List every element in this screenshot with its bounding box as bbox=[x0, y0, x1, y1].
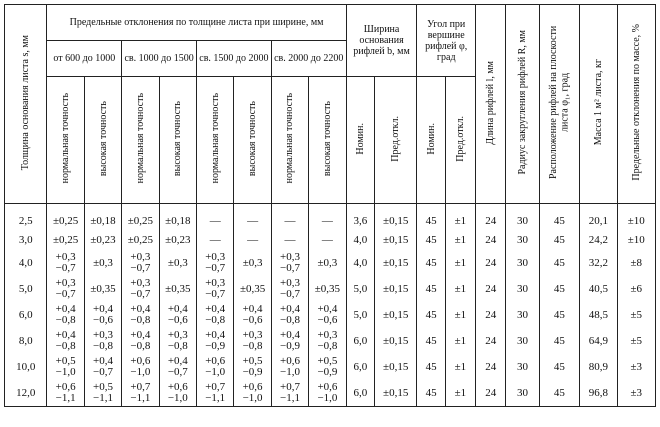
cell-position: 45 bbox=[539, 212, 579, 231]
cell-deviation bbox=[234, 328, 271, 354]
deviation-value: +0,4 bbox=[93, 303, 113, 315]
deviation-value: −1,0 bbox=[279, 366, 300, 378]
deviation-value: −0,6 bbox=[317, 314, 338, 326]
cell-rib-length: 24 bbox=[476, 328, 506, 354]
cell-thickness: 2,5 bbox=[5, 212, 47, 231]
cell-rib-width-tolerance: ±0,15 bbox=[374, 302, 416, 328]
cell-deviation bbox=[47, 276, 84, 302]
deviation-value: — bbox=[247, 215, 259, 227]
deviation-value: −0,9 bbox=[205, 340, 226, 352]
deviation-value: −0,7 bbox=[55, 288, 76, 300]
cell-deviation bbox=[309, 276, 347, 302]
cell-deviation bbox=[84, 250, 121, 276]
deviation-value: +0,4 bbox=[205, 303, 226, 315]
deviation-value: +0,6 bbox=[242, 381, 263, 393]
cell-angle-nominal: 45 bbox=[417, 250, 445, 276]
deviation-value: +0,3 bbox=[205, 277, 226, 289]
cell-deviation bbox=[234, 354, 271, 380]
cell-rib-width-tolerance: ±0,15 bbox=[374, 276, 416, 302]
deviation-value: −0,7 bbox=[279, 288, 300, 300]
cell-deviation bbox=[271, 212, 308, 231]
cell-deviation bbox=[122, 302, 159, 328]
cell-radius: 30 bbox=[506, 276, 539, 302]
cell-angle-nominal: 45 bbox=[417, 231, 445, 250]
cell-deviation bbox=[234, 302, 271, 328]
table-row bbox=[5, 380, 656, 407]
cell-rib-length: 24 bbox=[476, 354, 506, 380]
deviation-value: +0,5 bbox=[93, 381, 113, 393]
cell-rib-length: 24 bbox=[476, 231, 506, 250]
cell-mass-deviation: ±6 bbox=[617, 276, 655, 302]
header-rib-width-tolerance: Пред.откл. bbox=[374, 77, 416, 204]
cell-mass-deviation: ±10 bbox=[617, 231, 655, 250]
deviation-value: +0,6 bbox=[55, 381, 76, 393]
cell-thickness: 12,0 bbox=[5, 380, 47, 407]
cell-mass-deviation: ±10 bbox=[617, 212, 655, 231]
cell-mass-deviation: ±3 bbox=[617, 380, 655, 407]
deviation-value: +0,5 bbox=[242, 355, 263, 367]
deviation-value: — bbox=[321, 215, 333, 227]
header-mass-deviation: Предельные отклонения по массе, % bbox=[617, 5, 655, 204]
deviation-value: +0,4 bbox=[317, 303, 338, 315]
cell-deviation bbox=[309, 212, 347, 231]
cell-deviation bbox=[197, 250, 234, 276]
cell-mass-deviation: ±5 bbox=[617, 302, 655, 328]
deviation-value: — bbox=[247, 234, 259, 246]
cell-angle-tolerance: ±1 bbox=[445, 276, 475, 302]
header-thickness-deviation: Предельные отклонения по толщине листа при ширине, мм bbox=[47, 5, 346, 41]
cell-deviation bbox=[271, 231, 308, 250]
cell-radius: 30 bbox=[506, 250, 539, 276]
cell-rib-width-tolerance: ±0,15 bbox=[374, 212, 416, 231]
deviation-value: −0,8 bbox=[242, 340, 263, 352]
cell-deviation bbox=[197, 328, 234, 354]
deviation-value: ±0,35 bbox=[90, 282, 116, 295]
table-row bbox=[5, 328, 656, 354]
header-width-3: св. 1500 до 2000 bbox=[197, 41, 272, 77]
cell-deviation bbox=[47, 250, 84, 276]
table-row bbox=[5, 354, 656, 380]
cell-deviation bbox=[47, 212, 84, 231]
deviation-value: −0,6 bbox=[167, 314, 188, 326]
deviation-value: +0,4 bbox=[279, 329, 300, 341]
cell-angle-nominal: 45 bbox=[417, 380, 445, 407]
cell-position: 45 bbox=[539, 302, 579, 328]
cell-angle-nominal: 45 bbox=[417, 302, 445, 328]
deviation-value: +0,5 bbox=[317, 355, 338, 367]
cell-deviation bbox=[122, 250, 159, 276]
deviation-value: −0,8 bbox=[93, 340, 113, 352]
cell-deviation bbox=[234, 380, 271, 407]
deviation-value: +0,6 bbox=[317, 381, 338, 393]
deviation-value: −1,0 bbox=[317, 392, 338, 404]
cell-mass: 48,5 bbox=[580, 302, 617, 328]
deviation-value: +0,6 bbox=[167, 381, 188, 393]
deviation-value: +0,6 bbox=[205, 355, 226, 367]
cell-mass-deviation: ±3 bbox=[617, 354, 655, 380]
cell-position: 45 bbox=[539, 354, 579, 380]
header-width-2: св. 1000 до 1500 bbox=[122, 41, 197, 77]
deviation-value: +0,3 bbox=[130, 251, 151, 263]
header-normal-4: нормальная точность bbox=[271, 77, 308, 204]
deviation-value: −0,6 bbox=[242, 314, 263, 326]
cell-thickness: 8,0 bbox=[5, 328, 47, 354]
cell-deviation bbox=[122, 276, 159, 302]
deviation-value: ±0,18 bbox=[165, 215, 191, 227]
deviation-value: −0,9 bbox=[317, 366, 338, 378]
cell-deviation bbox=[271, 276, 308, 302]
cell-mass: 64,9 bbox=[580, 328, 617, 354]
cell-position: 45 bbox=[539, 276, 579, 302]
cell-position: 45 bbox=[539, 380, 579, 407]
deviation-value: ±0,23 bbox=[90, 234, 116, 246]
deviation-value: ±0,25 bbox=[127, 234, 154, 246]
cell-rib-width-nominal: 4,0 bbox=[346, 250, 374, 276]
deviation-value: −1,0 bbox=[167, 392, 188, 404]
deviation-value: +0,4 bbox=[205, 329, 226, 341]
cell-deviation bbox=[309, 231, 347, 250]
cell-mass: 20,1 bbox=[580, 212, 617, 231]
table-row bbox=[5, 212, 656, 231]
deviation-value: +0,4 bbox=[55, 303, 76, 315]
cell-mass-deviation: ±5 bbox=[617, 328, 655, 354]
cell-mass: 40,5 bbox=[580, 276, 617, 302]
cell-radius: 30 bbox=[506, 354, 539, 380]
deviation-value: −0,7 bbox=[279, 262, 300, 274]
deviation-value: −0,7 bbox=[93, 366, 113, 378]
deviation-value: +0,4 bbox=[279, 303, 300, 315]
cell-deviation bbox=[159, 250, 196, 276]
deviation-value: — bbox=[209, 234, 221, 246]
cell-rib-width-tolerance: ±0,15 bbox=[374, 231, 416, 250]
cell-deviation bbox=[197, 302, 234, 328]
header-normal-1: нормальная точность bbox=[47, 77, 84, 204]
deviation-value: +0,3 bbox=[93, 329, 113, 341]
cell-deviation bbox=[159, 276, 196, 302]
cell-deviation bbox=[159, 231, 196, 250]
cell-deviation bbox=[197, 212, 234, 231]
cell-rib-width-nominal: 4,0 bbox=[346, 231, 374, 250]
table-row bbox=[5, 276, 656, 302]
cell-deviation bbox=[271, 328, 308, 354]
deviation-value: −0,8 bbox=[130, 340, 151, 352]
cell-angle-tolerance: ±1 bbox=[445, 302, 475, 328]
cell-deviation bbox=[84, 212, 121, 231]
header-width-4: св. 2000 до 2200 bbox=[271, 41, 346, 77]
cell-deviation bbox=[271, 302, 308, 328]
deviation-value: — bbox=[209, 215, 221, 227]
cell-deviation bbox=[47, 328, 84, 354]
deviation-value: −0,8 bbox=[55, 340, 76, 352]
cell-radius: 30 bbox=[506, 231, 539, 250]
cell-deviation bbox=[122, 354, 159, 380]
header-high-4: высокая точность bbox=[309, 77, 347, 204]
cell-rib-width-tolerance: ±0,15 bbox=[374, 328, 416, 354]
cell-deviation bbox=[84, 380, 121, 407]
cell-rib-width-nominal: 3,6 bbox=[346, 212, 374, 231]
cell-angle-tolerance: ±1 bbox=[445, 212, 475, 231]
deviation-value: −0,8 bbox=[55, 314, 76, 326]
cell-thickness: 5,0 bbox=[5, 276, 47, 302]
header-rib-length: Длина рифлей l, мм bbox=[476, 5, 506, 204]
cell-deviation bbox=[309, 354, 347, 380]
deviation-value: +0,5 bbox=[55, 355, 76, 367]
cell-mass: 80,9 bbox=[580, 354, 617, 380]
header-rib-width-nominal: Номин. bbox=[346, 77, 374, 204]
cell-rib-width-nominal: 6,0 bbox=[346, 328, 374, 354]
cell-deviation bbox=[234, 250, 271, 276]
cell-deviation bbox=[159, 212, 196, 231]
deviation-value: +0,7 bbox=[279, 381, 300, 393]
cell-deviation bbox=[47, 302, 84, 328]
cell-deviation bbox=[159, 302, 196, 328]
deviation-value: ±0,3 bbox=[242, 256, 263, 269]
cell-deviation bbox=[122, 328, 159, 354]
deviation-value: −1,1 bbox=[93, 392, 113, 404]
cell-mass-deviation: ±8 bbox=[617, 250, 655, 276]
deviation-value: +0,4 bbox=[167, 303, 188, 315]
cell-deviation bbox=[234, 276, 271, 302]
deviation-value: +0,4 bbox=[242, 303, 263, 315]
cell-deviation bbox=[159, 328, 196, 354]
specification-table bbox=[4, 4, 656, 407]
deviation-value: ±0,3 bbox=[93, 256, 113, 269]
cell-deviation bbox=[271, 250, 308, 276]
deviation-value: −0,7 bbox=[205, 262, 226, 274]
deviation-value: +0,4 bbox=[130, 329, 151, 341]
deviation-value: ±0,35 bbox=[314, 282, 341, 295]
cell-rib-width-tolerance: ±0,15 bbox=[374, 380, 416, 407]
deviation-value: +0,3 bbox=[279, 251, 300, 263]
deviation-value: −0,7 bbox=[167, 366, 188, 378]
cell-rib-width-nominal: 5,0 bbox=[346, 302, 374, 328]
deviation-value: — bbox=[284, 215, 296, 227]
cell-deviation bbox=[197, 380, 234, 407]
cell-radius: 30 bbox=[506, 302, 539, 328]
cell-mass: 24,2 bbox=[580, 231, 617, 250]
cell-angle-tolerance: ±1 bbox=[445, 354, 475, 380]
deviation-value: −1,1 bbox=[279, 392, 300, 404]
cell-position: 45 bbox=[539, 250, 579, 276]
cell-angle-nominal: 45 bbox=[417, 276, 445, 302]
cell-deviation bbox=[84, 276, 121, 302]
cell-radius: 30 bbox=[506, 380, 539, 407]
cell-angle-nominal: 45 bbox=[417, 212, 445, 231]
cell-mass: 96,8 bbox=[580, 380, 617, 407]
cell-rib-width-nominal: 5,0 bbox=[346, 276, 374, 302]
deviation-value: ±0,23 bbox=[165, 234, 191, 246]
cell-deviation bbox=[84, 328, 121, 354]
table-row bbox=[5, 250, 656, 276]
deviation-value: −0,7 bbox=[205, 288, 226, 300]
cell-deviation bbox=[122, 380, 159, 407]
cell-deviation bbox=[309, 250, 347, 276]
header-high-3: высокая точность bbox=[234, 77, 271, 204]
deviation-value: −0,9 bbox=[279, 340, 300, 352]
deviation-value: −0,7 bbox=[130, 288, 151, 300]
deviation-value: +0,4 bbox=[55, 329, 76, 341]
table-body bbox=[5, 204, 656, 407]
deviation-value: — bbox=[321, 234, 333, 246]
header-position: Расположение рифлей на плоскости листа φ₁, град bbox=[539, 5, 579, 204]
cell-deviation bbox=[309, 380, 347, 407]
cell-angle-tolerance: ±1 bbox=[445, 250, 475, 276]
deviation-value: −0,9 bbox=[242, 366, 263, 378]
cell-deviation bbox=[234, 212, 271, 231]
deviation-value: +0,4 bbox=[167, 355, 188, 367]
deviation-value: ±0,3 bbox=[167, 256, 188, 269]
deviation-value: ±0,35 bbox=[165, 282, 191, 295]
header-angle-nominal: Номин. bbox=[417, 77, 445, 204]
header-width-1: от 600 до 1000 bbox=[47, 41, 122, 77]
deviation-value: +0,3 bbox=[205, 251, 226, 263]
cell-deviation bbox=[197, 354, 234, 380]
table-row bbox=[5, 302, 656, 328]
header-thickness: Толщина основания листа s, мм bbox=[5, 5, 47, 204]
deviation-value: −0,6 bbox=[93, 314, 113, 326]
deviation-value: +0,3 bbox=[130, 277, 151, 289]
cell-deviation bbox=[197, 276, 234, 302]
deviation-value: +0,7 bbox=[130, 381, 151, 393]
deviation-value: −0,8 bbox=[167, 340, 188, 352]
cell-deviation bbox=[271, 380, 308, 407]
cell-deviation bbox=[122, 231, 159, 250]
cell-angle-tolerance: ±1 bbox=[445, 231, 475, 250]
deviation-value: +0,3 bbox=[55, 277, 76, 289]
cell-rib-length: 24 bbox=[476, 276, 506, 302]
cell-radius: 30 bbox=[506, 212, 539, 231]
deviation-value: +0,6 bbox=[279, 355, 300, 367]
deviation-value: −1,1 bbox=[205, 392, 226, 404]
cell-mass: 32,2 bbox=[580, 250, 617, 276]
cell-rib-length: 24 bbox=[476, 250, 506, 276]
cell-thickness: 3,0 bbox=[5, 231, 47, 250]
deviation-value: +0,3 bbox=[317, 329, 338, 341]
deviation-value: −1,1 bbox=[130, 392, 151, 404]
deviation-value: +0,3 bbox=[55, 251, 76, 263]
cell-deviation bbox=[159, 380, 196, 407]
deviation-value: +0,6 bbox=[130, 355, 151, 367]
cell-thickness: 6,0 bbox=[5, 302, 47, 328]
cell-deviation bbox=[122, 212, 159, 231]
header-angle-tolerance: Пред.откл. bbox=[445, 77, 475, 204]
cell-deviation bbox=[47, 231, 84, 250]
cell-rib-width-nominal: 6,0 bbox=[346, 380, 374, 407]
cell-position: 45 bbox=[539, 231, 579, 250]
cell-deviation bbox=[84, 231, 121, 250]
cell-rib-length: 24 bbox=[476, 212, 506, 231]
deviation-value: −1,0 bbox=[55, 366, 76, 378]
cell-radius: 30 bbox=[506, 328, 539, 354]
deviation-value: −1,0 bbox=[205, 366, 226, 378]
cell-rib-width-nominal: 6,0 bbox=[346, 354, 374, 380]
deviation-value: ±0,25 bbox=[52, 215, 79, 227]
deviation-value: −1,0 bbox=[242, 392, 263, 404]
cell-angle-tolerance: ±1 bbox=[445, 380, 475, 407]
deviation-value: +0,4 bbox=[93, 355, 113, 367]
cell-deviation bbox=[159, 354, 196, 380]
cell-angle-nominal: 45 bbox=[417, 354, 445, 380]
deviation-value: +0,4 bbox=[130, 303, 151, 315]
cell-deviation bbox=[47, 380, 84, 407]
header-normal-3: нормальная точность bbox=[197, 77, 234, 204]
cell-deviation bbox=[84, 302, 121, 328]
cell-thickness: 10,0 bbox=[5, 354, 47, 380]
deviation-value: −0,7 bbox=[55, 262, 76, 274]
deviation-value: — bbox=[284, 234, 296, 246]
deviation-value: +0,7 bbox=[205, 381, 226, 393]
cell-rib-width-tolerance: ±0,15 bbox=[374, 354, 416, 380]
cell-deviation bbox=[271, 354, 308, 380]
header-apex-angle: Угол при вершине рифлей φ, град bbox=[417, 5, 476, 77]
header-high-1: высокая точность bbox=[84, 77, 121, 204]
cell-deviation bbox=[309, 328, 347, 354]
deviation-value: −0,7 bbox=[130, 262, 151, 274]
deviation-value: +0,3 bbox=[279, 277, 300, 289]
cell-deviation bbox=[84, 354, 121, 380]
deviation-value: −1,1 bbox=[55, 392, 76, 404]
cell-rib-length: 24 bbox=[476, 302, 506, 328]
cell-deviation bbox=[309, 302, 347, 328]
deviation-value: −0,8 bbox=[279, 314, 300, 326]
deviation-value: ±0,35 bbox=[239, 282, 266, 295]
cell-thickness: 4,0 bbox=[5, 250, 47, 276]
deviation-value: −1,0 bbox=[130, 366, 151, 378]
deviation-value: +0,3 bbox=[242, 329, 263, 341]
header-radius: Радиус закругления рифлей R, мм bbox=[506, 5, 539, 204]
cell-rib-width-tolerance: ±0,15 bbox=[374, 250, 416, 276]
cell-angle-nominal: 45 bbox=[417, 328, 445, 354]
cell-deviation bbox=[234, 231, 271, 250]
cell-angle-tolerance: ±1 bbox=[445, 328, 475, 354]
deviation-value: −0,8 bbox=[317, 340, 338, 352]
deviation-value: ±0,25 bbox=[127, 215, 154, 227]
deviation-value: ±0,3 bbox=[317, 256, 338, 269]
deviation-value: −0,8 bbox=[130, 314, 151, 326]
header-high-2: высокая точность bbox=[159, 77, 196, 204]
cell-deviation bbox=[197, 231, 234, 250]
header-normal-2: нормальная точность bbox=[122, 77, 159, 204]
deviation-value: ±0,18 bbox=[90, 215, 116, 227]
cell-rib-length: 24 bbox=[476, 380, 506, 407]
header-mass: Масса 1 м² листа, кг bbox=[580, 5, 617, 204]
deviation-value: ±0,25 bbox=[52, 234, 79, 246]
deviation-value: −0,8 bbox=[205, 314, 226, 326]
cell-deviation bbox=[47, 354, 84, 380]
table-row bbox=[5, 231, 656, 250]
header-rib-width: Ширина основания рифлей b, мм bbox=[346, 5, 417, 77]
deviation-value: +0,3 bbox=[167, 329, 188, 341]
cell-position: 45 bbox=[539, 328, 579, 354]
